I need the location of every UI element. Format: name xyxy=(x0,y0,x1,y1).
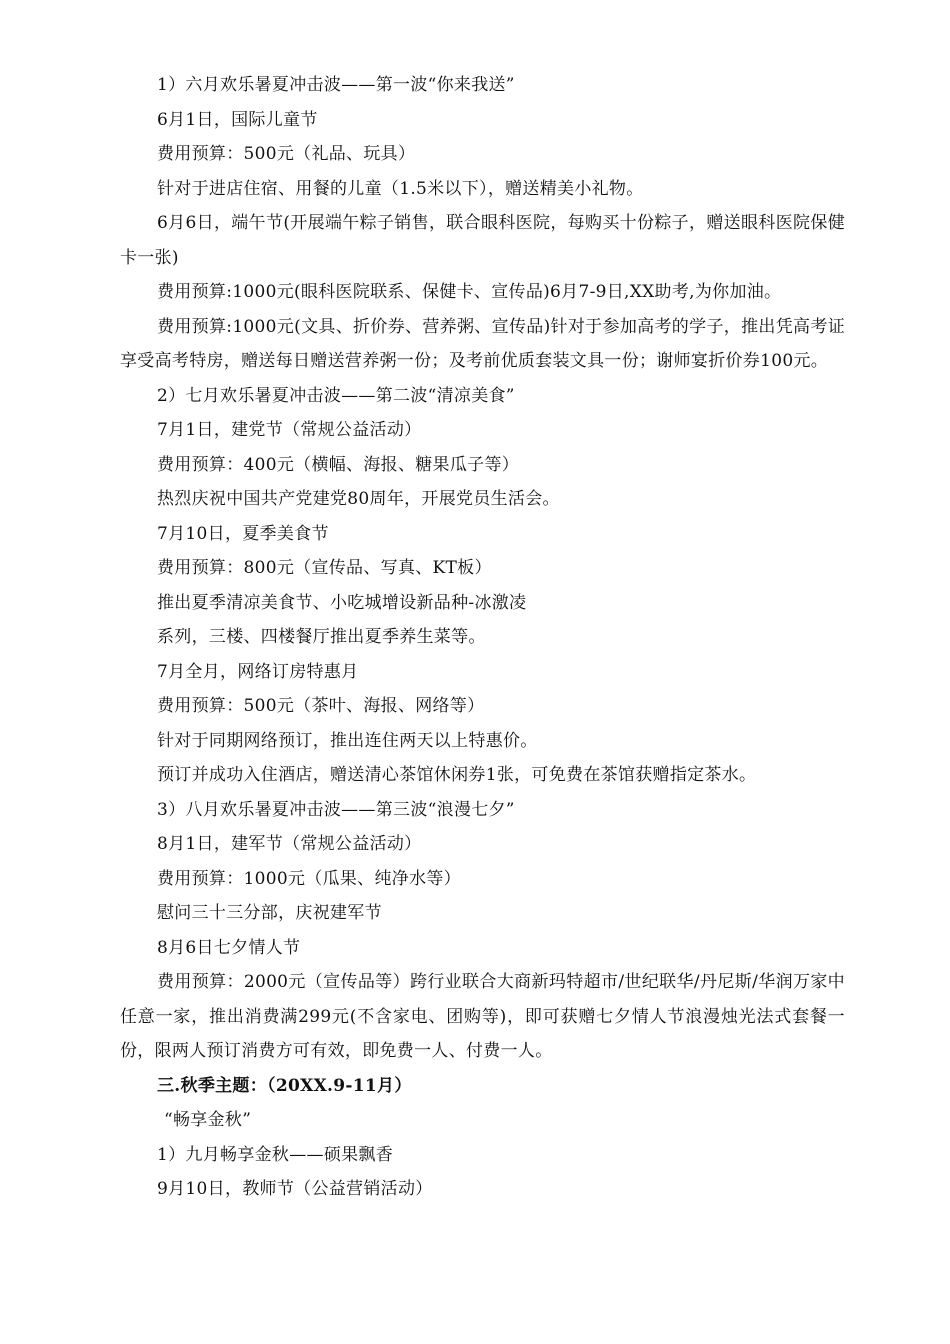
paragraph-party-celebration: 热烈庆祝中国共产党建党80周年，开展党员生活会。 xyxy=(157,489,560,509)
paragraph-budget-qixi: 费用预算：2000元（宣传品等）跨行业联合大商新玛特超市/世纪联华/丹尼斯/华润万家中任意一家，推出消费满299元(不含家电、团购等)，即可获赠七夕情人节浪漫烛光法式套餐一份，限两人预订消费方可有效，即免费一人、付费一人。 xyxy=(120,972,845,1061)
document-body xyxy=(120,68,845,1207)
paragraph-budget-party-day: 费用预算：400元（横幅、海报、糖果瓜子等） xyxy=(157,454,520,475)
paragraph-online-discount: 针对于同期网络预订，推出连住两天以上特惠价。 xyxy=(157,730,538,751)
paragraph-september-title: 1）九月畅享金秋——硕果飘香 xyxy=(157,1144,394,1165)
section-heading-autumn: 三.秋季主题：（20XX.9-11月） xyxy=(157,1075,412,1096)
paragraph-online-booking: 7月全月，网络订房特惠月 xyxy=(157,661,359,682)
paragraph-food-festival: 7月10日，夏季美食节 xyxy=(157,523,329,544)
paragraph-tea-voucher: 预订并成功入住酒店，赠送清心茶馆休闲券1张，可免费在茶馆获赠指定茶水。 xyxy=(157,765,757,785)
paragraph-qixi: 8月6日七夕情人节 xyxy=(157,937,301,958)
paragraph-army-day: 8月1日，建军节（常规公益活动） xyxy=(157,834,422,854)
paragraph-dragon-boat: 6月6日，端午节(开展端午粽子销售，联合眼科医院，每购买十份粽子，赠送眼科医院保健卡一张) xyxy=(120,213,845,268)
paragraph-childrens-day: 6月1日，国际儿童节 xyxy=(157,109,318,130)
paragraph-food-festival-detail-2: 系列，三楼、四楼餐厅推出夏季养生菜等。 xyxy=(157,627,486,647)
paragraph-army-visit: 慰问三十三分部，庆祝建军节 xyxy=(157,903,382,923)
paragraph-july-title: 2）七月欢乐暑夏冲击波——第二波“清凉美食” xyxy=(157,385,515,406)
paragraph-budget-childrens-day: 费用预算：500元（礼品、玩具） xyxy=(157,144,416,164)
paragraph-autumn-theme: “畅享金秋” xyxy=(164,1110,252,1130)
paragraph-budget-army-day: 费用预算：1000元（瓜果、纯净水等） xyxy=(157,868,461,889)
paragraph-august-title: 3）八月欢乐暑夏冲击波——第三波“浪漫七夕” xyxy=(157,799,515,820)
paragraph-budget-online-booking: 费用预算：500元（茶叶、海报、网络等） xyxy=(157,696,485,716)
paragraph-food-festival-detail: 推出夏季清凉美食节、小吃城增设新品种-冰激凌 xyxy=(157,592,527,613)
paragraph-june-title: 1）六月欢乐暑夏冲击波——第一波“你来我送” xyxy=(157,75,515,95)
paragraph-budget-food-festival: 费用预算：800元（宣传品、写真、KT板） xyxy=(157,558,492,578)
paragraph-party-day: 7月1日，建党节（常规公益活动） xyxy=(157,420,422,440)
paragraph-teachers-day: 9月10日，教师节（公益营销活动） xyxy=(157,1179,433,1199)
paragraph-budget-eye-hospital: 费用预算:1000元(眼科医院联系、保健卡、宣传品)6月7-9日,XX助考,为你加油。 xyxy=(157,282,782,302)
paragraph-exam-promotion: 费用预算:1000元(文具、折价券、营养粥、宣传品)针对于参加高考的学子，推出凭高考证享受高考特房，赠送每日赠送营养粥一份；及考前优质套装文具一份；谢师宴折价券100元。 xyxy=(120,316,845,371)
paragraph-childrens-gift: 针对于进店住宿、用餐的儿童（1.5米以下），赠送精美小礼物。 xyxy=(157,178,644,199)
